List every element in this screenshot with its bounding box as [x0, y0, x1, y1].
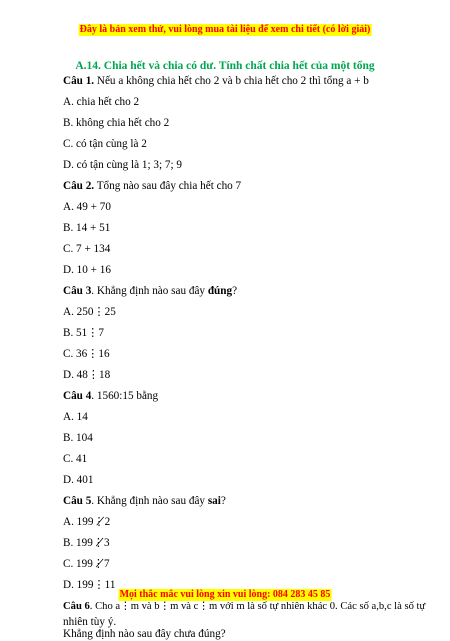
question-1-label: Câu 1.: [63, 75, 95, 87]
question-1: [63, 75, 369, 88]
question-3: [63, 285, 237, 298]
contact-footer-banner: Mọi thắc mắc vui lòng xin vui lòng: 084 283 45 85: [119, 589, 331, 600]
question-5-emphasis: sai: [207, 495, 221, 507]
question-2-label: Câu 2.: [63, 180, 95, 192]
q3-option-a: A. 250⋮25: [63, 306, 116, 318]
question-1-text: Nếu a không chia hết cho 2 và b chia hết cho 2 thì tổng a + b: [94, 75, 369, 87]
q4-option-c: C. 41: [63, 453, 88, 465]
q5-option-d: D. 199⋮11: [63, 579, 116, 591]
question-6: [63, 600, 425, 613]
question-6-text: . Cho a⋮m và b⋮m và c⋮m với m là số tự nhiên khác 0. Các số a,b,c là số tự: [89, 601, 426, 612]
question-4-text: . 1560:15 bằng: [91, 390, 159, 402]
question-5: [63, 495, 226, 508]
q5-option-b: B. 199⋮̸3: [63, 537, 110, 549]
question-5-text: . Khẳng định nào sau đây: [91, 495, 208, 507]
question-6-prompt: Khẳng định nào sau đây chưa đúng?: [63, 628, 226, 640]
q4-option-a: A. 14: [63, 411, 88, 423]
q1-option-b: B. không chia hết cho 2: [63, 117, 170, 129]
q4-option-d: D. 401: [63, 474, 94, 486]
question-5-label: Câu 5: [63, 495, 92, 507]
q3-option-c: C. 36⋮16: [63, 348, 110, 360]
question-3-label: Câu 3: [63, 285, 92, 297]
question-4-label: Câu 4: [63, 390, 92, 402]
q5-option-c: C. 199⋮̸7: [63, 558, 110, 570]
q3-option-b: B. 51⋮7: [63, 327, 105, 339]
q3-option-d: D. 48⋮18: [63, 369, 111, 381]
question-3-emphasis: đúng: [207, 285, 233, 297]
question-3-text: . Khẳng định nào sau đây: [91, 285, 208, 297]
question-3-mark: ?: [232, 285, 238, 297]
section-title: A.14. Chia hết và chia có dư. Tính chất chia hết của một tổng: [75, 60, 375, 72]
question-6-label: Câu 6: [63, 601, 90, 612]
q2-option-c: C. 7 + 134: [63, 243, 111, 255]
preview-notice-banner: Đây là bản xem thử, vui lòng mua tài liệu để xem chi tiết (có lời giải): [79, 24, 371, 35]
q2-option-d: D. 10 + 16: [63, 264, 111, 276]
q2-option-b: B. 14 + 51: [63, 222, 111, 234]
q5-option-a: A. 199⋮̸2: [63, 516, 111, 528]
question-2: [63, 180, 241, 193]
question-2-text: Tổng nào sau đây chia hết cho 7: [94, 180, 242, 192]
q1-option-a: A. chia hết cho 2: [63, 96, 140, 108]
question-6-continuation: nhiên tùy ý.: [63, 616, 117, 628]
q2-option-a: A. 49 + 70: [63, 201, 111, 213]
question-5-mark: ?: [220, 495, 226, 507]
q1-option-d: D. có tận cùng là 1; 3; 7; 9: [63, 159, 182, 171]
question-4: [63, 390, 158, 403]
q1-option-c: C. có tận cùng là 2: [63, 138, 147, 150]
q4-option-b: B. 104: [63, 432, 93, 444]
